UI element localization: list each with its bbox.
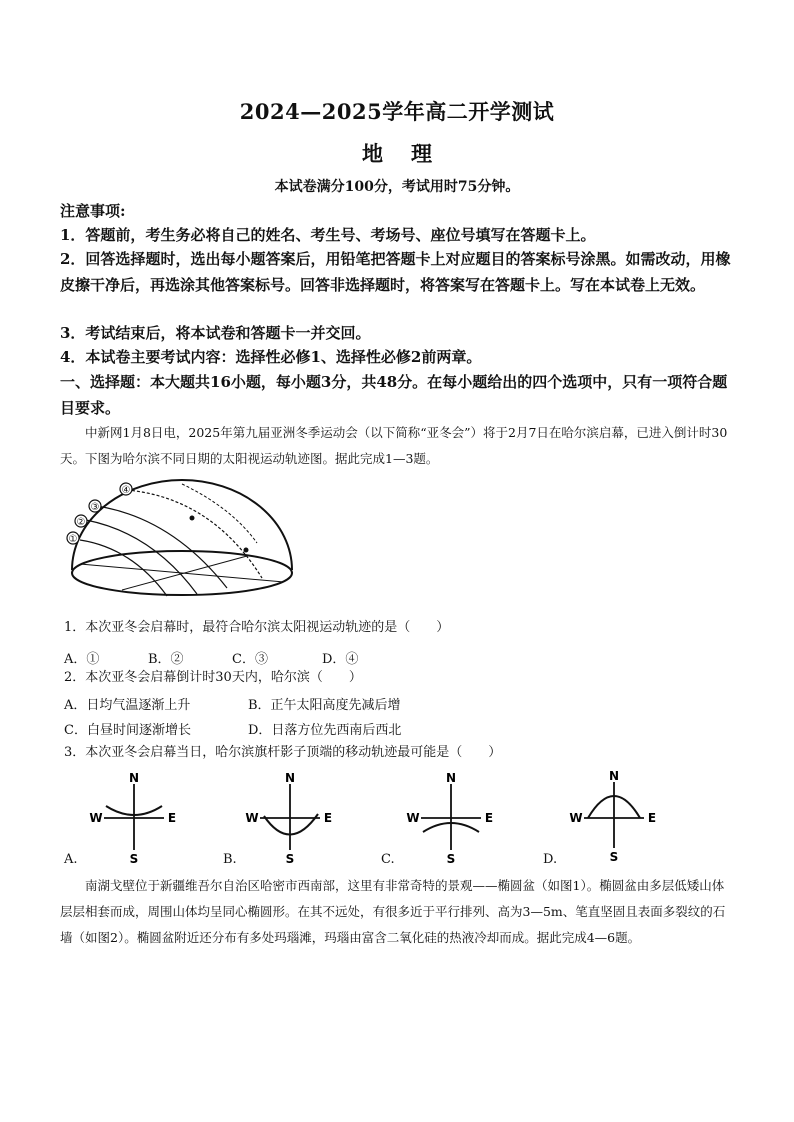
exam-title: 2024—2025学年高二开学测试 — [239, 99, 555, 124]
sun-arc-4 — [127, 490, 262, 578]
question-2-stem: 2．本次亚冬会启幕倒计时30天内，哈尔滨（ ） — [64, 670, 362, 685]
q3-option-a-compass[interactable] — [86, 770, 182, 866]
note-item-3: 3．考试结束后，将本试卷和答题卡一并交回。 — [60, 324, 371, 342]
q3-option-d-compass[interactable] — [566, 768, 662, 864]
note-item-1: 1．答题前，考生务必将自己的姓名、考生号、考场号、座位号填写在答题卡上。 — [60, 226, 596, 244]
horizon-line-ew — [122, 556, 247, 590]
sun-arc-back — [182, 484, 257, 543]
compass-s: S — [129, 852, 139, 866]
q2-option-a[interactable]: A．日均气温逐渐上升 — [64, 698, 191, 713]
compass-s: S — [285, 852, 295, 866]
q1-option-b[interactable]: B．② — [148, 652, 184, 667]
question-2-options-row-2 — [64, 719, 401, 738]
q2-option-b[interactable]: B．正午太阳高度先减后增 — [248, 698, 401, 713]
q3-option-b-compass[interactable] — [242, 770, 338, 866]
compass-w: W — [406, 811, 420, 825]
sun-path-diagram — [62, 478, 302, 610]
question-2-options-row-1 — [64, 694, 401, 713]
q1-option-a[interactable]: A．① — [64, 652, 100, 667]
compass-w: W — [89, 811, 103, 825]
q1-option-d[interactable]: D．④ — [322, 652, 359, 667]
section-heading: 一、选择题：本大题共16小题，每小题3分，共48分。在每小题给出的四个选项中，只有一项符合题目要求。 — [60, 373, 728, 417]
question-1-options — [64, 648, 358, 667]
marker-1: ① — [68, 534, 78, 545]
subject-char-2: 理 — [411, 141, 432, 166]
exam-meta: 本试卷满分100分，考试用时75分钟。 — [274, 179, 520, 195]
question-3-stem: 3．本次亚冬会启幕当日，哈尔滨旗杆影子顶端的移动轨迹最可能是（ ） — [64, 745, 502, 760]
marker-3: ③ — [90, 502, 100, 513]
compass-n: N — [445, 771, 457, 785]
note-item-2: 2．回答选择题时，选出每小题答案后，用铅笔把答题卡上对应题目的答案标号涂黑。如需改动，用橡皮擦干净后，再选涂其他答案标号。回答非选择题时，将答案写在答题卡上。写在本试卷上无效。 — [60, 250, 731, 294]
compass-s: S — [609, 850, 619, 864]
marker-2: ② — [76, 517, 86, 528]
q3-option-c-compass[interactable] — [403, 770, 499, 866]
notes-heading: 注意事项: — [60, 202, 126, 220]
sun-dot — [244, 548, 249, 553]
compass-e: E — [323, 811, 333, 825]
q2-option-c[interactable]: C．白昼时间逐渐增长 — [64, 723, 191, 738]
sun-dot — [190, 516, 195, 521]
compass-n: N — [284, 771, 296, 785]
q2-option-d[interactable]: D．日落方位先西南后西北 — [248, 723, 402, 738]
subject-title — [0, 138, 794, 168]
q3-option-c-label[interactable]: C. — [381, 852, 395, 867]
compass-e: E — [484, 811, 494, 825]
question-1-stem: 1．本次亚冬会启幕时，最符合哈尔滨太阳视运动轨迹的是（ ） — [64, 620, 450, 635]
compass-e: E — [647, 811, 657, 825]
passage-2: 南湖戈壁位于新疆维吾尔自治区哈密市西南部，这里有非常奇特的景观——椭圆盆（如图1）。椭圆盆由多层低矮山体层层相套而成，周围山体均呈同心椭圆形。在其不远处，有很多近于平行排列、高为3—5m、笔直坚固且表面多裂纹的石墙（如图2）。椭圆盆附近还分布有多处玛瑙滩，玛瑙由富含二氧化硅的热液冷却而成。据此完成4—6题。 — [60, 878, 726, 945]
horizon-line-ns — [80, 564, 284, 582]
compass-e: E — [167, 811, 177, 825]
q1-option-c[interactable]: C．③ — [232, 652, 268, 667]
compass-s: S — [446, 852, 456, 866]
marker-4: ④ — [121, 485, 131, 496]
compass-n: N — [608, 769, 620, 783]
passage-1: 中新网1月8日电，2025年第九届亚洲冬季运动会（以下简称“亚冬会”）将于2月7日在哈尔滨启幕，已进入倒计时30天。下图为哈尔滨不同日期的太阳视运动轨迹图。据此完成1—3题。 — [60, 425, 728, 466]
compass-n: N — [128, 771, 140, 785]
q3-option-a-label[interactable]: A. — [64, 852, 78, 867]
compass-w: W — [245, 811, 259, 825]
note-item-4: 4．本试卷主要考试内容：选择性必修1、选择性必修2前两章。 — [60, 348, 482, 366]
q3-option-b-label[interactable]: B. — [223, 852, 237, 867]
compass-w: W — [569, 811, 583, 825]
q3-option-d-label[interactable]: D. — [543, 852, 558, 867]
subject-char-1: 地 — [362, 141, 383, 166]
